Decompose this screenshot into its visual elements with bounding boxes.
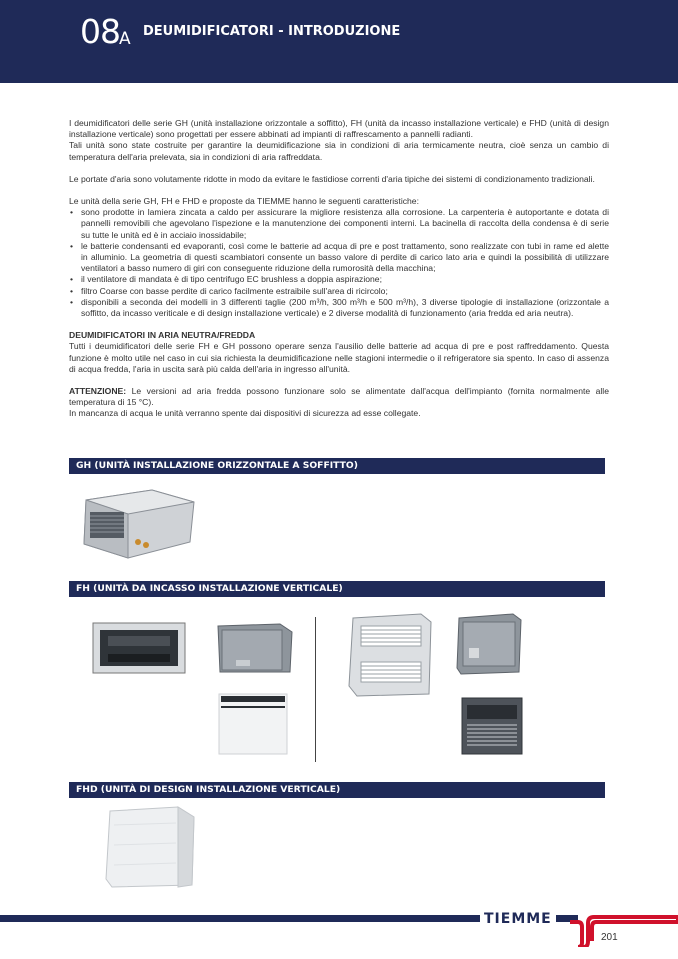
- intro-text: [69, 118, 609, 420]
- gh-unit-image: [80, 486, 198, 564]
- chapter-number: 08: [80, 12, 120, 51]
- divider-line: [315, 617, 316, 762]
- section-band-fh: FH (UNITÀ DA INCASSO INSTALLAZIONE VERTICALE): [69, 581, 605, 597]
- brand-logo: TIEMME: [480, 911, 556, 927]
- chapter-letter: A: [119, 29, 131, 49]
- fh-unit-image: [214, 622, 294, 674]
- feature-list: [69, 207, 609, 319]
- feature-item: • filtro Coarse con basse perdite di carico facilmente estraibile sull'area di ricircolo;: [70, 285, 388, 296]
- section-band-fhd: FHD (UNITÀ DI DESIGN INSTALLAZIONE VERTICALE): [69, 782, 605, 798]
- fh-unit-image: [455, 612, 523, 676]
- attention-note: ATTENZIONE: Le versioni ad aria fredda possono funzionare solo se alimentate dall'acqua dell'impianto (fornita normalmente alle temperatura di 15 °C).: [69, 386, 609, 408]
- fhd-unit-image: [104, 805, 196, 889]
- intro-paragraph: Tali unità sono state costruite per garantire la deumidificazione sia in condizioni di aria termicamente neutra, cioè senza un cambio di temperatura dell'aria prelevata, sia in condizioni di aria raffreddata.: [69, 140, 609, 162]
- neutral-paragraph: Tutti i deumidificatori delle serie FH e GH possono operare senza l'ausilio delle batterie ad acqua di pre e post raffreddamento. Questa funzione è molto utile nel caso in cui sia richiesta la deumidificazione nelle stagioni intermedie o il refrigeratore sia spento. In caso di assenza di acqua fredda, l'aria in uscita sarà più calda dell'aria in ingresso all'unità.: [69, 341, 609, 374]
- feature-item: • il ventilatore di mandata è di tipo centrifugo EC brushless a doppia aspirazione;: [70, 274, 382, 285]
- feature-item: • le batterie condensanti ed evaporanti, così come le batterie ad acqua di pre e post trattamento, sono realizzate con tubi in rame ed alette in alluminio. La geometria di questi scambiatori consente un basso valore di perdite di carico lato aria e quindi la possibilità di utilizzare ventilatori a basso numero di giri con conseguente riduzione della rumorosità della macchina;: [70, 240, 609, 274]
- fh-unit-image: [347, 612, 433, 698]
- feature-item: • disponibili a seconda dei modelli in 3 differenti taglie (200 m³/h, 300 m³/h e 500 m³/h), 3 diverse tipologie di installazione (orizzontale a soffitto, da incasso veriticale e di design installazione verticale) e 2 diverse modalità di funzionamento (aria fredda ed aria neutra).: [70, 296, 609, 319]
- intro-paragraph: Le unità della serie GH, FH e FHD e proposte da TIEMME hanno le seguenti caratteristiche:: [69, 196, 419, 207]
- chapter-title: DEUMIDIFICATORI - INTRODUZIONE: [143, 24, 401, 39]
- brand-swoosh-icon: [570, 911, 678, 947]
- intro-paragraph: I deumidificatori delle serie GH (unità installazione orizzontale a soffitto), FH (unità da incasso installazione verticale) e FHD (unità di design installazione verticale) sono progettati per essere abbinati ad impianti di raffrescamento a pannelli radianti.: [69, 118, 609, 140]
- attention-paragraph: In mancanza di acqua le unità verranno spente dai dispositivi di sicurezza ad esse collegate.: [69, 408, 421, 419]
- page-number: 201: [601, 932, 618, 943]
- fh-unit-image: [217, 692, 289, 756]
- feature-item: • sono prodotte in lamiera zincata a caldo per assicurare la migliore resistenza alla corrosione. La carpenteria è autoportante e dotata di pannelli removibili che agevolano l'ispezione e la manutenzione dei componenti interni. La bacinella di raccolta della condensa è di serie su tutte le unità ed è in acciaio inossidabile;: [70, 207, 609, 240]
- fh-unit-image: [92, 622, 186, 674]
- intro-paragraph: Le portate d'aria sono volutamente ridotte in modo da evitare le fastidiose correnti d'aria tipiche dei sistemi di condizionamento tradizionali.: [69, 173, 595, 184]
- page-header: [0, 0, 678, 83]
- fh-unit-image: [461, 697, 523, 755]
- section-band-gh: GH (UNITÀ INSTALLAZIONE ORIZZONTALE A SOFFITTO): [69, 458, 605, 474]
- section-heading: DEUMIDIFICATORI IN ARIA NEUTRA/FREDDA: [69, 330, 256, 341]
